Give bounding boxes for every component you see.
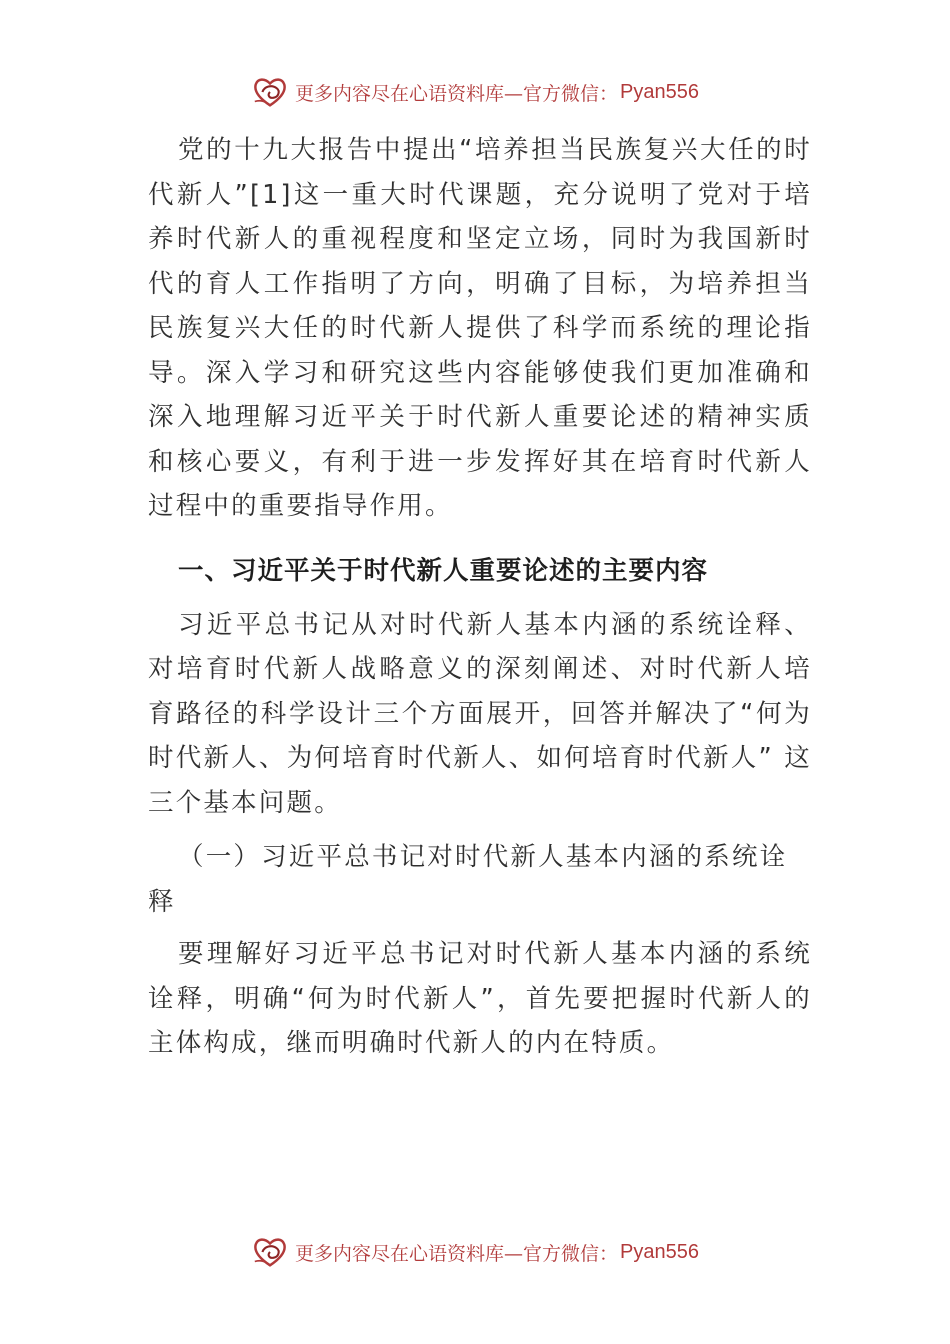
header-watermark-banner [0, 72, 950, 112]
paragraph-intro: 党的十九大报告中提出“培养担当民族复兴大任的时代新人”[1]这一重大时代课题，充分说明了党对于培养时代新人的重视程度和坚定立场，同时为我国新时代的育人工作指明了方向，明确了目标，为培养担当民族复兴大任的时代新人提供了科学而系统的理论指导。深入学习和研究这些内容能够使我们更加准确和深入地理解习近平关于时代新人重要论述的精神实质和核心要义，有利于进一步发挥好其在培育时代新人过程中的重要指导作用。 [148, 135, 812, 521]
footer-watermark-banner [0, 1232, 950, 1272]
banner-text: 更多内容尽在心语资料库—官方微信： [295, 82, 619, 105]
paragraph-connotation: 要理解好习近平总书记对时代新人基本内涵的系统诠释，明确“何为时代新人”，首先要把握时代新人的主体构成，继而明确时代新人的内在特质。 [148, 939, 812, 1058]
heart-swirl-logo-icon [251, 1233, 289, 1271]
wechat-id: Pyan556 [620, 1240, 699, 1263]
document-body [148, 128, 812, 1066]
section-heading: 一、习近平关于时代新人重要论述的主要内容 [178, 555, 709, 586]
paragraph-overview: 习近平总书记从对时代新人基本内涵的系统诠释、对培育时代新人战略意义的深刻阐述、对时代新人培育路径的科学设计三个方面展开，回答并解决了“何为时代新人、为何培育时代新人、如何培育时代新人” 这三个基本问题。 [148, 609, 812, 818]
banner-text: 更多内容尽在心语资料库—官方微信： [295, 1242, 619, 1265]
subsection-heading: （一）习近平总书记对时代新人基本内涵的系统诠释 [148, 842, 788, 917]
wechat-id: Pyan556 [620, 80, 699, 103]
heart-swirl-logo-icon [251, 73, 289, 111]
